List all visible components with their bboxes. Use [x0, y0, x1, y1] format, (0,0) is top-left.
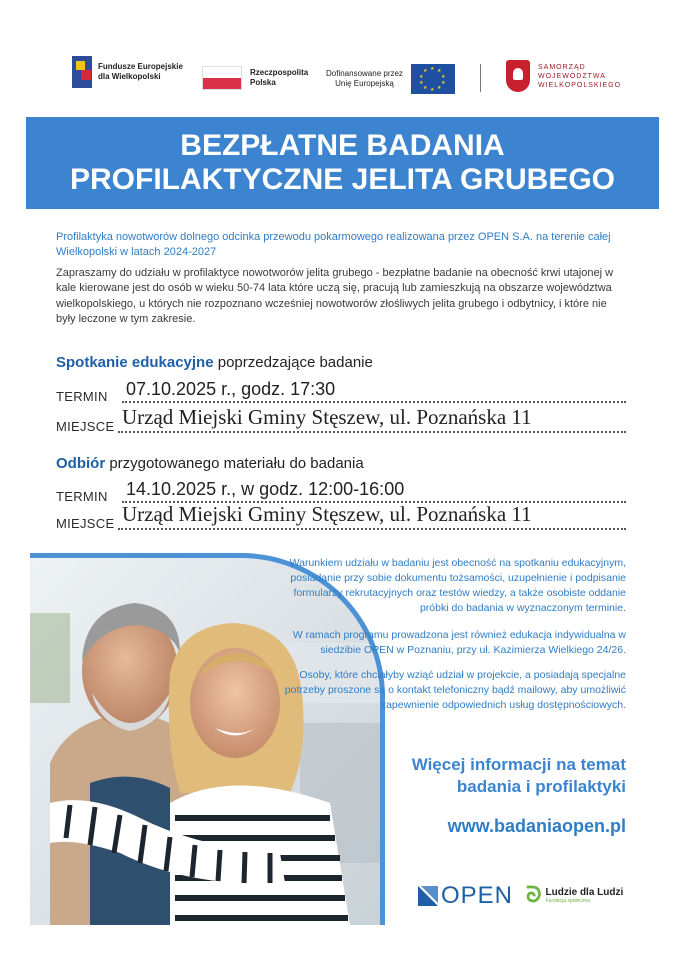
eu-logo-line1: Dofinansowane przez [326, 69, 403, 78]
pickup-heading-rest: przygotowanego materiału do badania [105, 455, 364, 472]
banner-title-line2: PROFILAKTYCZNE JELITA GRUBEGO [69, 163, 615, 196]
info-paragraph-1: Warunkiem udziału w badaniu jest obecność na spotkaniu edukacyjnym, posiadanie przy sobie dokumentu tożsamości, uzupełnienie i podpisanie formularzy rekrutacyjnych oraz testów wiedzy, a także osobiste oddanie próbki do badania w wyznaczonym terminie. [289, 557, 626, 614]
ldl-leaf-icon: ᘐ [526, 882, 542, 907]
fe-logo-line1: Fundusze Europejskie [98, 62, 183, 71]
fe-logo [72, 56, 183, 88]
pickup-term-value: 14.10.2025 r., w godz. 12:00-16:00 [126, 479, 405, 499]
meeting-place-label: MIEJSCE [56, 419, 115, 434]
pickup-place-value: Urząd Miejski Gminy Stęszew, ul. Poznańska 11 [122, 502, 532, 526]
meeting-heading-bold: Spotkanie edukacyjne [56, 354, 214, 371]
pickup-place-label: MIEJSCE [56, 516, 115, 531]
more-info-heading [326, 754, 626, 798]
info-paragraph-3: Osoby, które chciałyby wziąć udział w projekcie, a posiadają specjalne potrzeby proszone są o kontakt telefoniczny bądź mailowy, aby umożliwić zapewnienie odpowiednich usług dostępnościowych. [284, 669, 626, 711]
rp-logo-line2: Polska [250, 78, 276, 87]
meeting-place-value: Urząd Miejski Gminy Stęszew, ul. Poznańska 11 [122, 405, 532, 429]
meeting-place-row [56, 405, 626, 434]
wlkp-logo-line1: SAMORZĄD [538, 63, 586, 71]
wlkp-logo-line2: WOJEWÓDZTWA [538, 72, 606, 80]
poland-flag-icon [202, 66, 242, 90]
meeting-heading [56, 354, 373, 371]
title-banner [26, 117, 659, 209]
open-logo [418, 882, 513, 910]
more-info-line2: badania i profilaktyki [456, 777, 626, 796]
dotted-line [122, 401, 626, 403]
open-logo-text: OPEN [441, 882, 514, 909]
rp-logo [202, 66, 308, 90]
logo-divider [480, 64, 481, 92]
fe-mark-icon [72, 56, 92, 88]
dotted-line [118, 528, 626, 530]
eu-flag-icon: ★ ★ ★ ★ ★ ★ ★ ★ ★ ★ [411, 64, 455, 94]
eu-logo-line2: Unię Europejską [335, 79, 394, 88]
logo-strip [72, 56, 632, 98]
fe-logo-line2: dla Wielkopolski [98, 72, 161, 81]
ldl-logo-text: Ludzie dla Ludzi [545, 886, 624, 898]
intro-blue-paragraph: Profilaktyka nowotworów dolnego odcinka przewodu pokarmowego realizowana przez OPEN S.A. na terenie całej Wielkopolski w latach 2024-2027 [56, 231, 611, 258]
dotted-line [118, 431, 626, 433]
meeting-heading-rest: poprzedzające badanie [213, 354, 373, 371]
pickup-heading-bold: Odbiór [56, 455, 106, 472]
meeting-term-row [56, 378, 626, 404]
eu-logo [326, 64, 455, 94]
info-paragraph-2: W ramach programu prowadzona jest również edukacja indywidualna w siedzibie OPEN w Poznaniu, przy ul. Kazimierza Wielkiego 24/26. [292, 629, 626, 656]
banner-title-line1: BEZPŁATNE BADANIA [180, 129, 505, 162]
meeting-term-value: 07.10.2025 r., godz. 17:30 [126, 379, 336, 399]
meeting-term-label: TERMIN [56, 389, 108, 404]
wlkp-logo-line3: WIELKOPOLSKIEGO [538, 81, 622, 89]
intro-paragraph: Zapraszamy do udziału w profilaktyce nowotworów jelita grubego - bezpłatne badanie na obecność krwi utajonej w kale kierowane jest do osób w wieku 50-74 lata które uczą się, pracują lub zamieszkują na obszarze województwa wielkopolskiego, u których nie rozpoznano wcześniej nowotworów złośliwych jelita grubego i odbytnicy, i które nie były leczone w tym zakresie. [56, 267, 614, 326]
wielkopolska-logo [506, 60, 621, 92]
more-info-line1: Więcej informacji na temat [411, 755, 626, 774]
pickup-term-label: TERMIN [56, 489, 108, 504]
pickup-heading [56, 455, 364, 472]
pickup-place-row [56, 502, 626, 531]
ludzie-dla-ludzi-logo [526, 882, 623, 908]
ldl-logo-subtext: Fundacja społeczna [545, 897, 590, 904]
website-link[interactable]: www.badaniaopen.pl [447, 816, 626, 836]
open-logo-icon [418, 886, 438, 906]
crest-icon [506, 60, 530, 92]
pickup-term-row [56, 478, 626, 504]
rp-logo-line1: Rzeczpospolita [250, 68, 309, 77]
